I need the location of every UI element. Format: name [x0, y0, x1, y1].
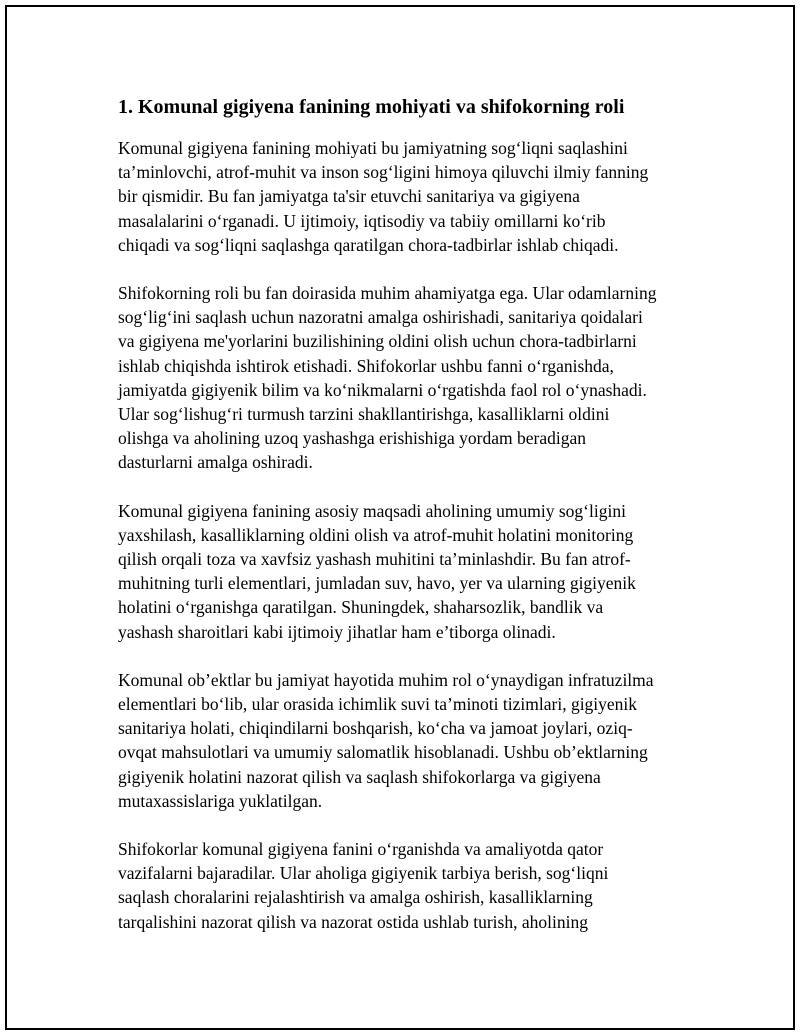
- document-body: [118, 95, 698, 958]
- paragraph-main-goal: Komunal gigiyena fanining asosiy maqsadi aholining umumiy sog‘ligini yaxshilash, kasalliklarning oldini olish va atrof-muhit holatini monitoring qilish orqali toza va xavfsiz yashash muhitini ta’minlashdir. Bu fan atrof- muhitning turli elementlari, jumladan suv, havo, yer va ularning gigiyenik holatini o‘rganishga qaratilgan. Shuningdek, shaharsozlik, bandlik va yashash sharoitlari kabi ijtimoiy jihatlar ham e’tiborga olinadi.: [118, 500, 636, 642]
- paragraph-essence: Komunal gigiyena fanining mohiyati bu jamiyatning sog‘liqni saqlashini ta’minlovchi, atrof-muhit va inson sog‘ligini himoya qiluvchi ilmiy fanning bir qismidir. Bu fan jamiyatga ta'sir etuvchi sanitariya va gigiyena masalalarini o‘rganadi. U ijtimoiy, iqtisodiy va tabiiy omillarni ko‘rib chiqadi va sog‘liqni saqlashga qaratilgan chora-tadbirlar ishlab chiqadi.: [118, 138, 649, 255]
- paragraph-physician-tasks: Shifokorlar komunal gigiyena fanini o‘rganishda va amaliyotda qator vazifalarni bajaradilar. Ular aholiga gigiyenik tarbiya berish, sog‘liqni saqlash choralarini rejalashtirish va amalga oshirish, kasalliklarning tarqalishini nazorat qilish va nazorat ostida ushlab turish, aholining: [118, 839, 609, 932]
- paragraph-physician-role: Shifokorning roli bu fan doirasida muhim ahamiyatga ega. Ular odamlarning sog‘lig‘ini saqlash uchun nazoratni amalga oshirishadi, sanitariya qoidalari va gigiyena me'yorlarini buzilishining oldini olish uchun chora-tadbirlarni ishlab chiqishda ishtirok etishadi. Shifokorlar ushbu fanni o‘rganishda, jamiyatda gigiyenik bilim va ko‘nikmalarni o‘rgatishda faol rol o‘ynashadi. Ular sog‘lishug‘ri turmush tarzini shakllantirishga, kasalliklarni oldini olishga va aholining uzoq yashashga erishishiga yordam beradigan dasturlarni amalga oshiradi.: [118, 283, 657, 473]
- paragraph-communal-objects: Komunal ob’ektlar bu jamiyat hayotida muhim rol o‘ynaydigan infratuzilma elementlari bo‘lib, ular orasida ichimlik suvi ta’minoti tizimlari, gigiyenik sanitariya holati, chiqindilarni boshqarish, ko‘cha va jamoat joylari, oziq- ovqat mahsulotlari va umumiy salomatlik hisoblanadi. Ushbu ob’ektlarning gigiyenik holatini nazorat qilish va saqlash shifokorlarga va gigiyena mutaxassislariga yuklatilgan.: [118, 669, 654, 811]
- section-heading: 1. Komunal gigiyena fanining mohiyati va shifokorning roli: [118, 96, 625, 118]
- document-page: [5, 5, 795, 1030]
